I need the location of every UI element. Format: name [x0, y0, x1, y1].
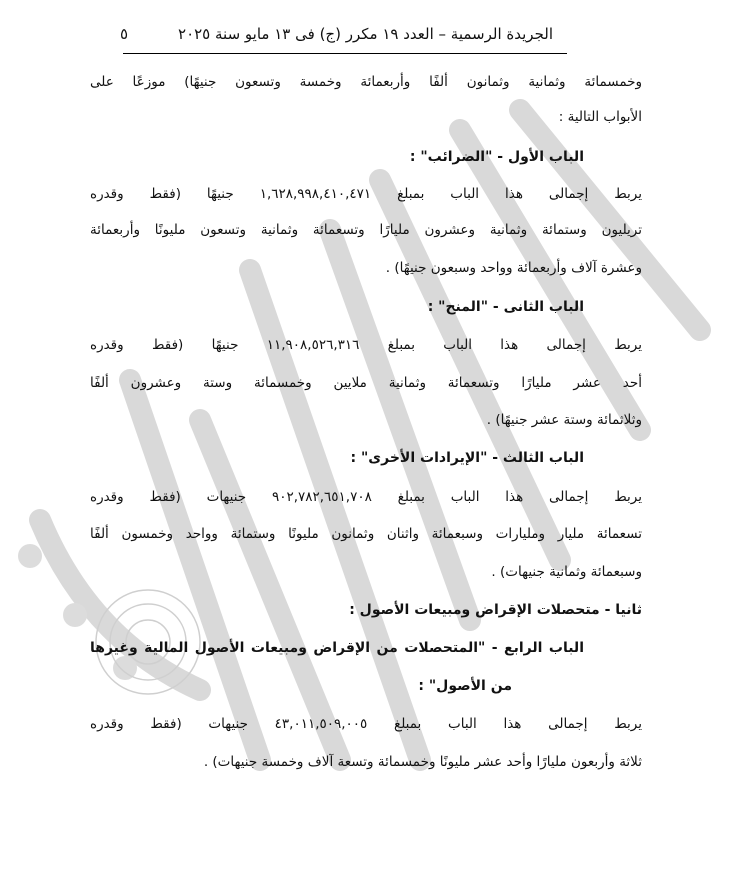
intro-line: الأبواب التالية : — [558, 109, 642, 125]
chapter-heading: الباب الرابع - "المتحصلات من الإقراض ومبيعات الأصول المالية وغيرها — [90, 640, 584, 656]
chapter-text: ثلاثة وأربعون مليارًا وأحد عشر مليونًا وخمسمائة وتسعة آلاف وخمسة جنيهات) . — [203, 754, 642, 770]
intro-line: وخمسمائة وثمانية وثمانون ألفًا وأربعمائة وخمسة وتسعون جنيهًا) موزعًا على — [90, 74, 642, 90]
chapter-text: تريليون وستمائة وثمانية وعشرون مليارًا وتسعمائة وثمانية وتسعون مليونًا وأربعمائة — [90, 222, 642, 238]
chapter-text: وثلاثمائة وستة عشر جنيهًا) . — [486, 412, 642, 428]
chapter-text: يربط إجمالى هذا الباب بمبلغ ٩٠٢,٧٨٢,٦٥١,٧٠٨ جنيهات (فقط وقدره — [90, 489, 642, 505]
page-header — [120, 22, 553, 48]
chapter-heading: الباب الأول - "الضرائب" : — [409, 149, 584, 165]
chapter-text: وعشرة آلاف وأربعمائة وواحد وسبعون جنيهًا) . — [385, 260, 642, 276]
header-divider — [123, 53, 567, 54]
chapter-text: يربط إجمالى هذا الباب بمبلغ ٤٣,٠١١,٥٠٩,٠٠٥ جنيهات (فقط وقدره — [90, 716, 642, 732]
page-number: ٥ — [120, 25, 129, 43]
chapter-text: يربط إجمالى هذا الباب بمبلغ ١١,٩٠٨,٥٢٦,٣١٦ جنيهًا (فقط وقدره — [90, 337, 643, 353]
section-heading: ثانيا - متحصلات الإقراض ومبيعات الأصول : — [349, 602, 642, 618]
chapter-text: تسعمائة مليار ومليارات وسبعمائة واثنان وثمانون مليونًا وستمائة وواحد وخمسون ألفًا — [90, 526, 642, 542]
chapter-text: أحد عشر مليارًا وتسعمائة وثمانية ملايين وخمسمائة وستة وعشرون ألفًا — [90, 375, 642, 391]
chapter-text: يربط إجمالى هذا الباب بمبلغ ١,٦٢٨,٩٩٨,٤١٠,٤٧١ جنيهًا (فقط وقدره — [90, 186, 643, 202]
chapter-text: وسبعمائة وثمانية جنيهات) . — [491, 564, 642, 580]
chapter-heading: من الأصول" : — [418, 678, 512, 694]
chapter-heading: الباب الثالث - "الإيرادات الأخرى" : — [350, 450, 584, 466]
chapter-heading: الباب الثانى - "المنح" : — [427, 299, 584, 315]
header-title: الجريدة الرسمية – العدد ١٩ مكرر (ج) فى ١٣ مايو سنة ٢٠٢٥ — [178, 25, 553, 43]
